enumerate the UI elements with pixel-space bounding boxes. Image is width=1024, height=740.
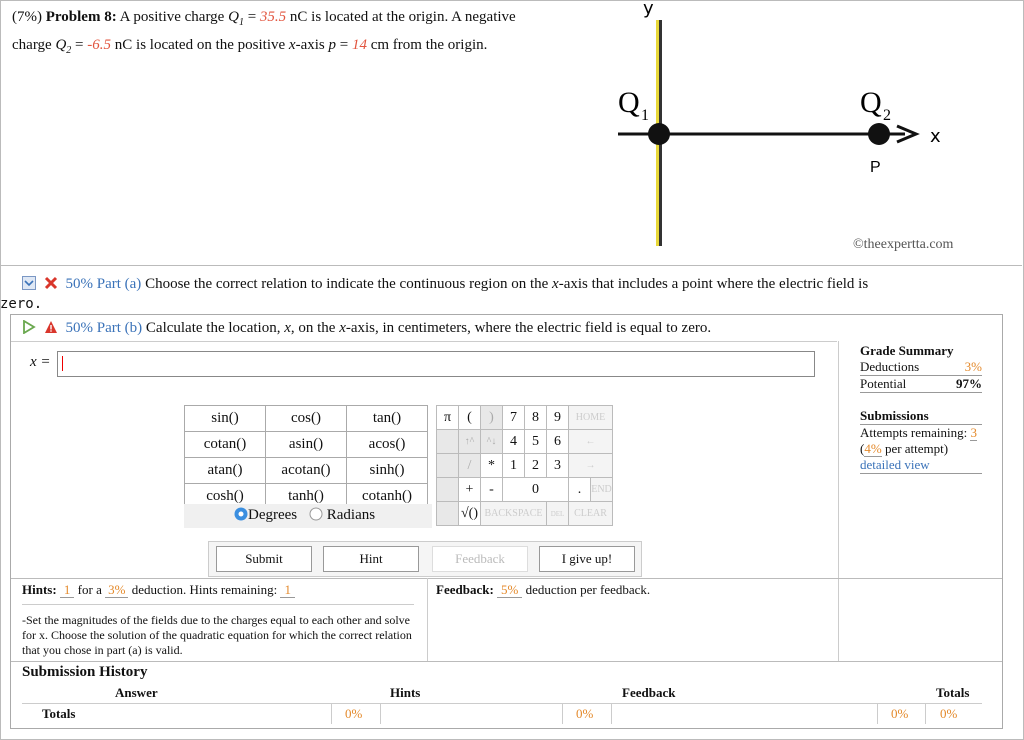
left-arrow-icon[interactable]: ← [569,430,613,454]
divider [11,341,837,342]
key-7[interactable]: 7 [503,406,525,430]
grade-summary-title: Grade Summary [860,343,954,358]
right-arrow-icon[interactable]: → [569,454,613,478]
watermark: ©theexpertta.com [853,237,954,252]
radio-unchecked-icon[interactable] [309,507,323,521]
potential-row: Potential 97% [860,376,982,391]
point-p-label: P [870,159,881,176]
totals-1: 0% [891,706,909,721]
hint-text: -Set the magnitudes of the fields due to the charges equal to each other and solve for x. Choose the solution of the quadratic equation for which the correct relation that you chose in part (a) is valid. [22,613,412,657]
radio-checked-icon[interactable] [234,507,248,521]
part-a-label[interactable]: 50% Part (a) [65,276,142,292]
detailed-view-link[interactable]: detailed view [860,457,930,472]
key-tanh[interactable]: tanh() [266,484,347,510]
q1-label: Q [618,86,640,119]
key-sinh[interactable]: sinh() [347,458,428,484]
key-atan[interactable]: atan() [185,458,266,484]
key-8[interactable]: 8 [525,406,547,430]
problem-percent: (7%) [12,9,42,25]
key-plus[interactable]: + [459,478,481,502]
function-keypad [184,405,428,510]
hints-summary: Hints: 1 for a 3% deduction. Hints remaining: 1 [22,581,295,599]
key-4[interactable]: 4 [503,430,525,454]
feedback-button[interactable]: Feedback [432,546,528,572]
divider [11,578,1002,579]
key-asin[interactable]: asin() [266,432,347,458]
key-blank [437,478,459,502]
key-blank [437,502,459,526]
key-cotanh[interactable]: cotanh() [347,484,428,510]
vertical-divider [838,341,839,661]
key-pi[interactable]: π [437,406,459,430]
cell-divider [331,704,332,724]
submit-button[interactable]: Submit [216,546,312,572]
key-tan[interactable]: tan() [347,406,428,432]
q1-charge-dot [648,123,670,145]
key-6[interactable]: 6 [547,430,569,454]
q2-label: Q [860,86,882,119]
key-2[interactable]: 2 [525,454,547,478]
part-b-label: 50% Part (b) [65,320,143,336]
key-dot[interactable]: . [569,478,591,502]
totals-row-label: Totals [42,706,76,721]
key-up[interactable]: ↑^ [459,430,481,454]
key-3[interactable]: 3 [547,454,569,478]
key-sin[interactable]: sin() [185,406,266,432]
totals-2: 0% [940,706,958,721]
key-cotan[interactable]: cotan() [185,432,266,458]
q1-label-sub: 1 [641,107,649,124]
key-lparen[interactable]: ( [459,406,481,430]
give-up-button[interactable]: I give up! [539,546,635,572]
warning-icon [44,320,58,334]
key-rparen[interactable]: ) [481,406,503,430]
feedback-summary: Feedback: 5% deduction per feedback. [436,582,651,597]
key-home[interactable]: HOME [569,406,613,430]
degrees-option[interactable]: Degrees [234,507,297,524]
history-col-hints: Hints [390,685,421,700]
key-down[interactable]: ^↓ [481,430,503,454]
q2-value: -6.5 [87,37,112,53]
y-axis-label: y [643,0,654,19]
attempts-remaining: 3 [970,425,977,440]
key-blank [437,430,459,454]
key-backspace[interactable]: BACKSPACE [481,502,547,526]
expand-icon[interactable] [22,276,36,290]
answer-label: x = [30,354,51,370]
radians-option[interactable]: Radians [309,507,375,524]
key-blank [437,454,459,478]
key-9[interactable]: 9 [547,406,569,430]
hints-total: 0% [345,706,363,721]
submission-history-title: Submission History [22,664,148,680]
key-acos[interactable]: acos() [347,432,428,458]
numeric-keypad [436,405,613,526]
key-divide[interactable]: / [459,454,481,478]
key-acotan[interactable]: acotan() [266,458,347,484]
section-divider [0,265,1022,266]
key-end[interactable]: END [591,478,613,502]
part-a-row[interactable]: 50% Part (a) Choose the correct relation to indicate the continuous region on the x-axis that includes a point where the electric field is zero. [0,276,869,312]
p-value: 14 [351,37,367,53]
divider [22,703,982,704]
text-cursor [62,356,63,371]
problem-title: Problem 8: [45,9,117,25]
key-1[interactable]: 1 [503,454,525,478]
key-5[interactable]: 5 [525,430,547,454]
history-col-feedback: Feedback [622,685,676,700]
play-triangle-icon [22,320,36,334]
angle-mode-row [184,504,432,528]
incorrect-x-icon [44,276,58,290]
feedback-total: 0% [576,706,594,721]
history-col-answer: Answer [115,685,158,700]
vertical-divider [427,578,428,662]
cell-divider [925,704,926,724]
cell-divider [611,704,612,724]
key-minus[interactable]: - [481,478,503,502]
key-clear[interactable]: CLEAR [569,502,613,526]
cell-divider [562,704,563,724]
submissions-title: Submissions [860,408,982,425]
part-b-row: 50% Part (b) Calculate the location, x, on the x-axis, in centimeters, where the electric field is equal to zero. [22,318,1002,338]
problem-statement: (7%) Problem 8: A positive charge $Q_1 = 35.5$ nC is located at the origin. A negative charge $Q_2 = -6.5$ nC is located on the positive x-axis p = 14 cm from the origin. [12,9,516,56]
key-0[interactable]: 0 [503,478,569,502]
submissions-summary: Submissions Attempts remaining: 3 (4% per attempt) detailed view [860,408,982,474]
key-multiply[interactable]: * [481,454,503,478]
key-cosh[interactable]: cosh() [185,484,266,510]
grade-summary [860,343,982,393]
q1-value: 35.5 [259,9,287,25]
hint-button[interactable]: Hint [323,546,419,572]
x-axis-label: x [930,126,941,147]
history-col-totals: Totals [936,685,970,700]
key-sqrt[interactable]: √() [459,502,481,526]
cell-divider [380,704,381,724]
answer-input[interactable] [57,351,815,377]
divider [22,604,414,605]
key-cos[interactable]: cos() [266,406,347,432]
charge-diagram [600,0,1020,260]
q2-label-sub: 2 [883,107,891,124]
deductions-row: Deductions 3% [860,359,982,374]
q2-charge-dot [868,123,890,145]
divider [11,661,1002,662]
key-del[interactable]: DEL [547,502,569,526]
cell-divider [877,704,878,724]
